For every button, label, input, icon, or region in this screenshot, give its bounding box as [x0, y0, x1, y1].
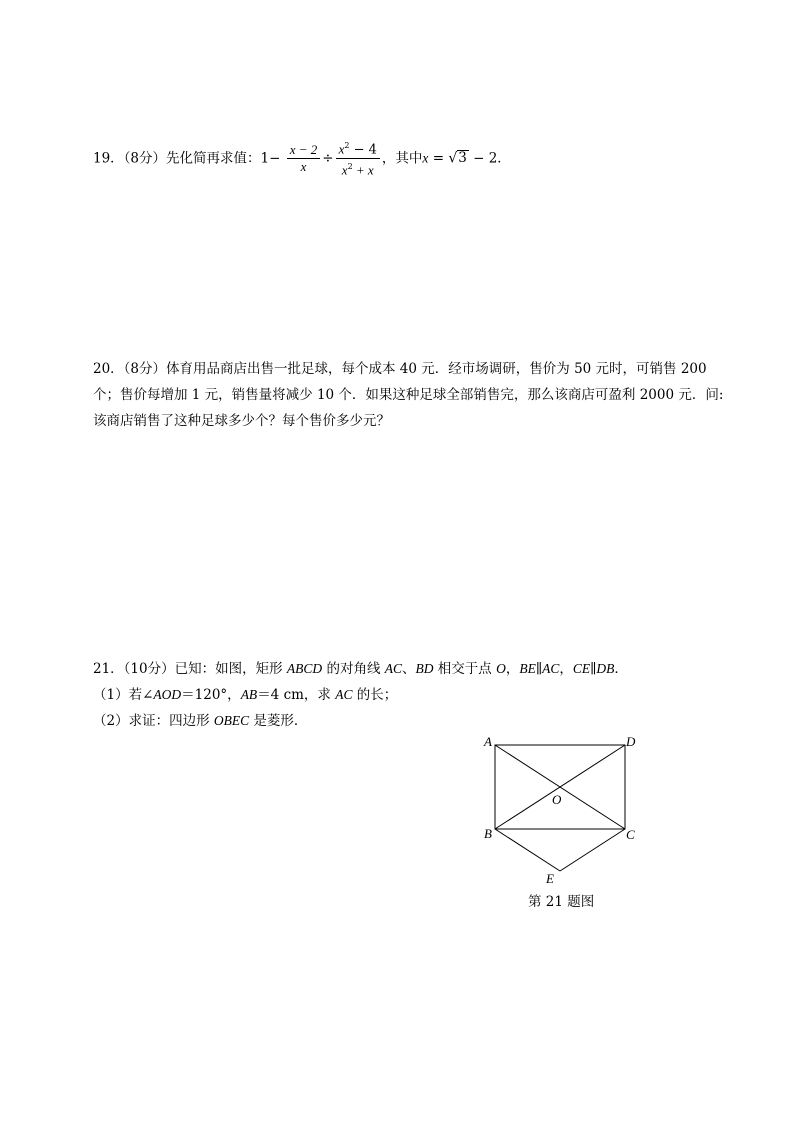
expr-tail: − 2． — [468, 150, 511, 167]
question-20-line-3: 该商店销售了这种足球多少个？每个售价多少元？ — [93, 413, 390, 429]
q21-text: 的长； — [352, 687, 398, 703]
fraction-2-numerator — [336, 138, 380, 159]
sqrt-radicand: 3 — [458, 150, 467, 167]
expr-one: 1 — [260, 150, 270, 167]
expr-variable: x — [422, 150, 429, 166]
q21-seg-bd: BD — [415, 661, 434, 676]
q21-angle: AOD — [153, 687, 182, 702]
q21-seg-ac: AC — [335, 687, 353, 702]
label-a: A — [484, 734, 492, 749]
question-21-line-2 — [93, 682, 628, 708]
fraction-2-den-base: x — [341, 162, 348, 178]
fraction-2-denominator — [336, 159, 380, 179]
question-21-line-1 — [93, 656, 628, 682]
expr-minus: − — [269, 150, 281, 167]
label-d: D — [626, 734, 636, 749]
fraction-2-den-rest: + x — [352, 162, 374, 178]
question-19 — [93, 138, 511, 180]
label-e: E — [546, 871, 554, 886]
fraction-2-num-base: x — [338, 141, 345, 157]
q21-rect-name: ABCD — [286, 661, 323, 676]
q21-seg-ac: AC — [384, 661, 403, 676]
question-19-where: ，其中 — [381, 150, 423, 167]
q21-quad-name: OBEC — [213, 713, 250, 728]
q21-parallel-1: BE∥AC — [519, 661, 560, 676]
q21-text: 是菱形． — [249, 713, 308, 729]
q21-text: ， — [505, 661, 520, 677]
question-20 — [93, 356, 723, 434]
fraction-2-num-rest: − 4 — [349, 142, 377, 158]
q21-point-o: O — [496, 661, 506, 676]
question-21 — [93, 656, 628, 734]
q21-text: ． — [614, 661, 628, 677]
fraction-2 — [336, 138, 380, 180]
q21-text: 的对角线 — [322, 661, 385, 677]
fraction-1-denominator: x — [300, 159, 307, 175]
question-19-number: 19． — [93, 150, 124, 167]
q21-text: 21．（10分）已知：如图，矩形 — [93, 661, 287, 677]
question-20-line-1: 20．（8分）体育用品商店出售一批足球，每个成本 40 元．经市场调研，售价为 50 元时，可销售 200 — [93, 361, 707, 377]
q21-text: ＝4 cm，求 — [257, 687, 336, 703]
q21-text: ＝120°， — [181, 687, 241, 703]
q21-text: 相交于点 — [433, 661, 497, 677]
fraction-2-num-exponent: 2 — [344, 141, 350, 150]
expr-equals: = — [428, 150, 449, 167]
q21-text: （2）求证：四边形 — [93, 713, 214, 729]
question-20-line-2: 个；售价每增加 1 元，销售量将减少 10 个．如果这种足球全部销售完，那么该商店可盈利 2000 元．问: — [93, 387, 724, 403]
q21-text: （1）若∠ — [93, 687, 154, 703]
question-19-line — [93, 138, 511, 180]
label-c: C — [626, 827, 635, 842]
figure-21 — [470, 730, 650, 890]
segment-ce — [560, 829, 625, 871]
q21-text: ， — [559, 661, 573, 677]
fraction-2-den-exponent: 2 — [347, 162, 353, 172]
question-19-score: （8分） — [123, 150, 167, 167]
expr-divide: ÷ — [322, 150, 334, 167]
sqrt-icon: √ — [448, 150, 458, 167]
fraction-1 — [287, 142, 321, 175]
label-b: B — [484, 826, 492, 841]
label-o: O — [552, 792, 562, 807]
q21-seg-ab: AB — [240, 687, 258, 702]
q21-text: 、 — [402, 661, 416, 677]
segment-be — [495, 829, 560, 871]
question-19-prompt: 先化简再求值： — [166, 150, 261, 167]
figure-caption: 第 21 题图 — [528, 894, 595, 910]
fraction-1-numerator: x − 2 — [287, 142, 321, 159]
q21-parallel-2: CE∥DB — [572, 661, 615, 676]
